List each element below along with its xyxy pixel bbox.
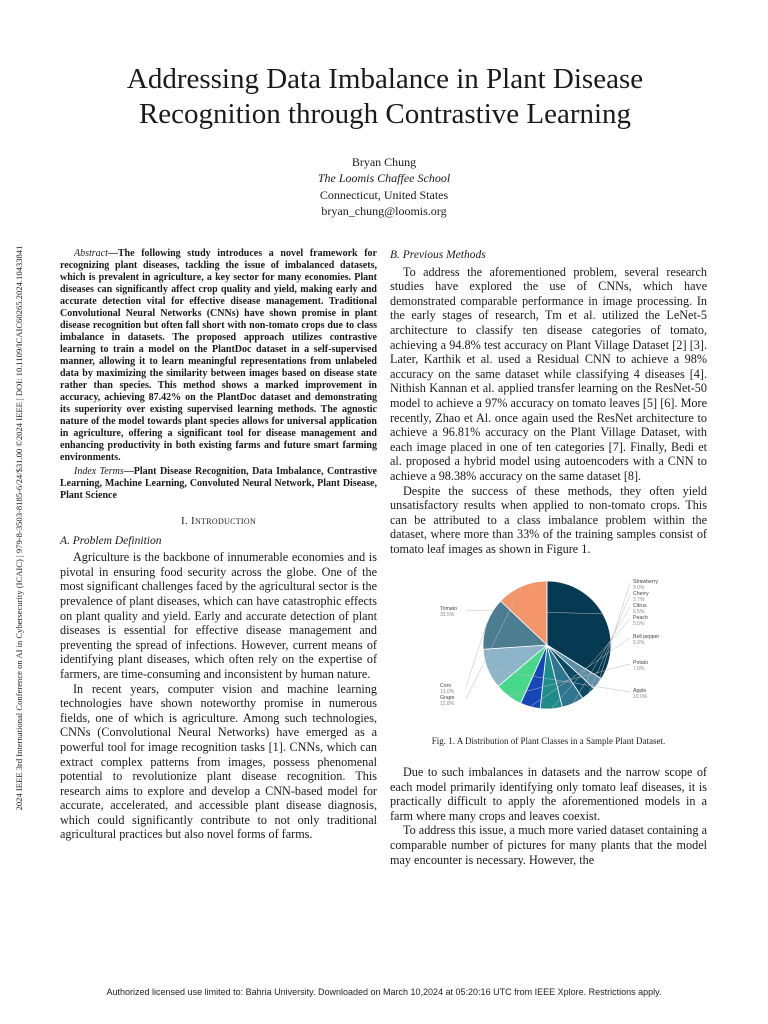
pie-label: Apple: [633, 688, 647, 695]
pie-chart-svg: [390, 572, 707, 722]
figure-1-pie-chart: [390, 572, 707, 722]
abstract-label: Abstract: [74, 248, 108, 259]
doi-side-note: [14, 178, 28, 878]
index-terms: [60, 466, 377, 502]
subsection-heading-previous-methods: B. Previous Methods: [390, 249, 486, 261]
subsection-heading-problem-definition: A. Problem Definition: [60, 534, 162, 547]
intro-paragraph-1: Agriculture is the backbone of innumerable economies and is pivotal in ensuring food security across the globe. One of the most significant challenges faced by the agricultural sector is the prevalence of plant diseases, which can have catastrophic effects on plant quality and yield. Early and accurate detection of plant diseases is essential for effective disease management and preventing the spread of infections. However, current means of identifying plant diseases, which often rely on the expertise of farmers, are time-consuming and inconsistent by human nature.: [60, 550, 377, 681]
pie-label: Strawberry: [633, 579, 659, 586]
left-column: [60, 248, 377, 842]
license-footer: Authorized licensed use limited to: Bahria University. Downloaded on March 10,2024 at 05:20:16 UTC from IEEE Xplore. Restrictions apply.: [106, 987, 662, 997]
pie-value-label: 7.0%: [633, 666, 645, 673]
pie-value-label: 5.0%: [633, 640, 645, 647]
previous-methods-paragraph-1: To address the aforementioned problem, several research studies have explored the use of CNNs, which have demonstrated comparable performance in image processing. In the early stages of research, Tm et al. utilized the LeNet-5 architecture to classify ten disease categories of tomato, achieving a 94.8% test accuracy on Plant Village Dataset [2] [3]. Later, Karthik et al. used a Residual CNN to achieve a 98% accuracy on the same dataset while classifying 4 diseases [4]. Nithish Kannan et al. applied transfer learning on the ResNet-50 model to achieve a 97% accuracy on tomato leaves [5] [6]. More recently, Zhao et Al. once again used the ResNet architecture to achieve a 96.81% accuracy on the Plant Village Dataset, with each image placed in one of ten categories [7]. Finally, Bedi et al. proposed a hybrid model using autoencoders with a CNN to achieve a 98.38% accuracy on the same dataset [8].: [390, 264, 707, 483]
pie-value-label: 12.8%: [440, 701, 455, 708]
author-block: [234, 154, 534, 219]
pie-label: Tomato: [440, 606, 458, 613]
pie-label: Corn: [440, 683, 452, 690]
pie-label: Potato: [633, 660, 648, 667]
previous-methods-paragraph-3: Due to such imbalances in datasets and the narrow scope of each model primarily identifying only tomato leaf diseases, it is practically difficult to apply the aforementioned models in a farm where many crops and leaves coexist.: [390, 765, 707, 823]
pie-value-label: 5.5%: [633, 621, 645, 628]
author-name: Bryan Chung: [351, 155, 417, 169]
pie-value-label: 33.5%: [440, 612, 455, 619]
pie-label: Peach: [633, 615, 648, 622]
pie-value-label: 3.7%: [633, 597, 645, 604]
abstract-text: —The following study introduces a novel framework for recognizing plant diseases, tackling the issue of imbalanced datasets, which is prevalent in agriculture, a key sector for many economies. Plant diseases can significantly affect crop quality and yield, making early and accurate detection vital for effective disease management. Traditional Convolutional Neural Networks (CNNs) have shown promise in plant disease recognition but often fall short with non-tomato crops due to class imbalance in datasets. The proposed approach utilizes contrastive learning to train a model on the PlantDoc dataset in a self-supervised manner, allowing it to learn meaningful representations from unlabeled data by maximizing the similarity between images based on disease state rather than species. This method shows a marked improvement in accuracy, achieving 87.42% on the PlantDoc dataset and demonstrating its superiority over existing supervised learning methods. The agnostic nature of the model towards plant species allows for universal application in agriculture, offering a significant tool for disease management and enhancing productivity in both existing farms and future smart farming environments.: [60, 248, 377, 463]
right-column: [390, 248, 707, 867]
pie-value-label: 5.5%: [633, 609, 645, 616]
pie-value-label: 10.0%: [633, 694, 648, 701]
section-heading-introduction: I. Introduction: [180, 515, 257, 527]
previous-methods-paragraph-4: To address this issue, a much more varied dataset containing a comparable number of pictures for many plants that the model may encounter is necessary. However, the: [390, 823, 707, 867]
index-terms-label: Index Terms: [74, 466, 124, 477]
pie-label: Citrus: [633, 603, 647, 610]
pie-label: Grape: [440, 695, 455, 702]
author-email: bryan_chung@loomis.org: [321, 203, 447, 218]
abstract: [60, 248, 377, 464]
author-location: Connecticut, United States: [319, 187, 449, 202]
previous-methods-paragraph-2: Despite the success of these methods, they often yield unsatisfactory results when applied to non-tomato crops. This can be attributed to a class imbalance problem within the dataset, where more than 33% of the training samples consist of tomato leaf images as shown in Figure 1.: [390, 483, 707, 556]
pie-label: Cherry: [633, 591, 649, 598]
paper-title: Addressing Data Imbalance in Plant Disease Recognition through Contrastive Learning: [126, 63, 644, 130]
index-terms-text: —Plant Disease Recognition, Data Imbalance, Contrastive Learning, Machine Learning, Convoluted Neural Network, Plant Disease, Plant Science: [60, 466, 377, 501]
pie-value-label: 13.0%: [440, 689, 455, 696]
pie-value-label: 3.0%: [633, 585, 645, 592]
author-school: The Loomis Chaffee School: [317, 171, 451, 186]
figure-1-caption: Fig. 1. A Distribution of Plant Classes in a Sample Plant Dataset.: [431, 736, 666, 747]
pie-label: Bell pepper: [633, 634, 660, 641]
doi-side-note-text: 2024 IEEE 3rd International Conference on AI in Cybersecurity (ICAIC) | 979-8-3503-8185-6/24/$31.00 ©2024 IEEE | DOI: 10.1109/ICAIC60265.2024.10433841: [14, 245, 24, 811]
intro-paragraph-2: In recent years, computer vision and machine learning technologies have shown noteworthy promise in numerous fields, one of which is agriculture. Among such technologies, CNNs (Convolutional Neural Networks) have emerged as a powerful tool for image recognition tasks [1]. CNNs, which can extract complex patterns from images, possess phenomenal potential to revolutionize plant disease recognition. This research aims to explore and develop a CNN-based model for accurate, accelerated, and accessible plant disease diagnosis, which could significantly contribute to not only traditional agricultural practices but also novel forms of farms.: [60, 681, 377, 842]
